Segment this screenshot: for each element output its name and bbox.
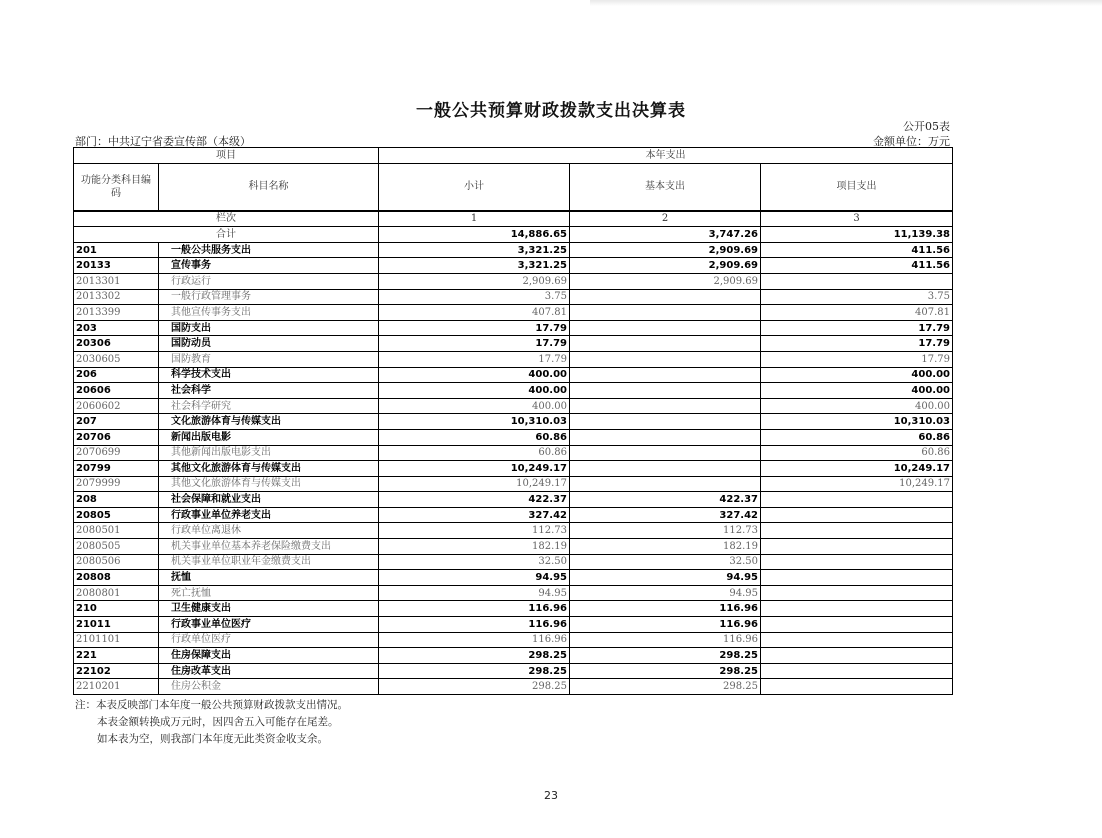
- row-basic: 2,909.69: [570, 242, 761, 258]
- note-3: 如本表为空，则我部门本年度无此类资金收支余。: [97, 733, 328, 745]
- row-code: 221: [74, 648, 159, 664]
- row-name: 一般行政管理事务: [159, 289, 379, 305]
- table-row: [74, 305, 953, 321]
- row-basic: 182.19: [570, 539, 761, 555]
- row-name: 其他新闻出版电影支出: [159, 445, 379, 461]
- table-row: [74, 414, 953, 430]
- row-basic: 116.96: [570, 617, 761, 633]
- col-index-3: 3: [761, 211, 953, 227]
- row-project: [761, 648, 953, 664]
- row-basic: [570, 429, 761, 445]
- row-code: 210: [74, 601, 159, 617]
- table-row: [74, 258, 953, 274]
- header-code: 功能分类科目编码: [74, 163, 159, 211]
- table-row: [74, 273, 953, 289]
- row-basic: 116.96: [570, 601, 761, 617]
- row-basic: [570, 476, 761, 492]
- row-subtotal: 116.96: [379, 601, 570, 617]
- table-row: [74, 398, 953, 414]
- total-label: 合计: [74, 227, 379, 243]
- row-subtotal: 116.96: [379, 632, 570, 648]
- col-index-2: 2: [570, 211, 761, 227]
- row-basic: [570, 398, 761, 414]
- row-project: 411.56: [761, 242, 953, 258]
- page-title: 一般公共预算财政拨款支出决算表: [416, 101, 686, 121]
- table-row: [74, 601, 953, 617]
- row-subtotal: 116.96: [379, 617, 570, 633]
- row-code: 2030605: [74, 351, 159, 367]
- page-number: 23: [544, 789, 558, 802]
- row-subtotal: 327.42: [379, 507, 570, 523]
- row-code: 201: [74, 242, 159, 258]
- row-project: [761, 492, 953, 508]
- table-row: [74, 445, 953, 461]
- row-project: [761, 523, 953, 539]
- header-col-index: 栏次: [74, 211, 379, 227]
- row-code: 2080801: [74, 585, 159, 601]
- row-subtotal: 32.50: [379, 554, 570, 570]
- row-project: 60.86: [761, 445, 953, 461]
- row-code: 2013302: [74, 289, 159, 305]
- row-subtotal: 3.75: [379, 289, 570, 305]
- total-row: [74, 227, 953, 243]
- row-project: 10,310.03: [761, 414, 953, 430]
- row-name: 机关事业单位职业年金缴费支出: [159, 554, 379, 570]
- amount-unit-label: 金额单位：万元: [873, 135, 950, 148]
- row-code: 2210201: [74, 679, 159, 695]
- row-subtotal: 400.00: [379, 367, 570, 383]
- row-code: 20799: [74, 461, 159, 477]
- row-name: 社会保障和就业支出: [159, 492, 379, 508]
- total-subtotal: 14,886.65: [379, 227, 570, 243]
- row-project: 400.00: [761, 367, 953, 383]
- table-row: [74, 507, 953, 523]
- row-subtotal: 112.73: [379, 523, 570, 539]
- row-subtotal: 3,321.25: [379, 258, 570, 274]
- row-basic: 94.95: [570, 585, 761, 601]
- row-code: 208: [74, 492, 159, 508]
- table-row: [74, 632, 953, 648]
- row-project: 407.81: [761, 305, 953, 321]
- row-name: 文化旅游体育与传媒支出: [159, 414, 379, 430]
- row-project: [761, 539, 953, 555]
- row-subtotal: 422.37: [379, 492, 570, 508]
- row-code: 22102: [74, 663, 159, 679]
- table-row: [74, 648, 953, 664]
- row-project: [761, 617, 953, 633]
- form-number: 公开05表: [903, 120, 950, 133]
- row-project: [761, 585, 953, 601]
- row-code: 2101101: [74, 632, 159, 648]
- row-subtotal: 10,310.03: [379, 414, 570, 430]
- row-name: 其他文化旅游体育与传媒支出: [159, 461, 379, 477]
- row-project: [761, 663, 953, 679]
- row-name: 抚恤: [159, 570, 379, 586]
- header-basic: 基本支出: [570, 163, 761, 211]
- row-name: 卫生健康支出: [159, 601, 379, 617]
- budget-table: [73, 147, 953, 695]
- row-subtotal: 298.25: [379, 663, 570, 679]
- row-code: 2060602: [74, 398, 159, 414]
- row-subtotal: 60.86: [379, 429, 570, 445]
- table-row: [74, 492, 953, 508]
- row-subtotal: 298.25: [379, 648, 570, 664]
- row-code: 207: [74, 414, 159, 430]
- row-basic: [570, 351, 761, 367]
- row-basic: [570, 320, 761, 336]
- row-subtotal: 10,249.17: [379, 461, 570, 477]
- table-row: [74, 429, 953, 445]
- header-name: 科目名称: [159, 163, 379, 211]
- row-name: 国防动员: [159, 336, 379, 352]
- row-basic: 94.95: [570, 570, 761, 586]
- row-basic: 32.50: [570, 554, 761, 570]
- row-name: 宣传事务: [159, 258, 379, 274]
- table-row: [74, 320, 953, 336]
- row-code: 20133: [74, 258, 159, 274]
- row-basic: 422.37: [570, 492, 761, 508]
- department-label: 部门：中共辽宁省委宣传部（本级）: [75, 135, 251, 148]
- row-basic: 298.25: [570, 648, 761, 664]
- row-project: [761, 601, 953, 617]
- row-basic: 116.96: [570, 632, 761, 648]
- row-code: 206: [74, 367, 159, 383]
- row-name: 机关事业单位基本养老保险缴费支出: [159, 539, 379, 555]
- row-basic: [570, 414, 761, 430]
- table-row: [74, 585, 953, 601]
- header-subtotal: 小计: [379, 163, 570, 211]
- note-1: 注：本表反映部门本年度一般公共预算财政拨款支出情况。: [75, 699, 348, 711]
- row-basic: [570, 289, 761, 305]
- row-name: 行政单位医疗: [159, 632, 379, 648]
- row-name: 国防教育: [159, 351, 379, 367]
- table-row: [74, 367, 953, 383]
- table-row: [74, 617, 953, 633]
- row-code: 2080506: [74, 554, 159, 570]
- row-code: 2013301: [74, 273, 159, 289]
- row-name: 其他文化旅游体育与传媒支出: [159, 476, 379, 492]
- row-basic: 327.42: [570, 507, 761, 523]
- table-row: [74, 523, 953, 539]
- row-project: [761, 554, 953, 570]
- row-project: 400.00: [761, 383, 953, 399]
- row-name: 行政单位离退休: [159, 523, 379, 539]
- row-name: 行政事业单位养老支出: [159, 507, 379, 523]
- row-basic: [570, 336, 761, 352]
- row-project: 10,249.17: [761, 476, 953, 492]
- row-basic: 2,909.69: [570, 273, 761, 289]
- row-subtotal: 3,321.25: [379, 242, 570, 258]
- header-item: 项目: [74, 148, 379, 164]
- row-subtotal: 17.79: [379, 336, 570, 352]
- table-row: [74, 663, 953, 679]
- table-row: [74, 351, 953, 367]
- row-subtotal: 182.19: [379, 539, 570, 555]
- row-basic: 2,909.69: [570, 258, 761, 274]
- row-name: 社会科学: [159, 383, 379, 399]
- row-project: [761, 570, 953, 586]
- row-name: 行政事业单位医疗: [159, 617, 379, 633]
- table-row: [74, 679, 953, 695]
- row-subtotal: 17.79: [379, 351, 570, 367]
- row-name: 国防支出: [159, 320, 379, 336]
- row-name: 新闻出版电影: [159, 429, 379, 445]
- table-row: [74, 383, 953, 399]
- row-project: 17.79: [761, 320, 953, 336]
- table-row: [74, 539, 953, 555]
- total-basic: 3,747.26: [570, 227, 761, 243]
- table-row: [74, 554, 953, 570]
- row-code: 21011: [74, 617, 159, 633]
- row-code: 20606: [74, 383, 159, 399]
- row-name: 科学技术支出: [159, 367, 379, 383]
- window-shadow-strip: [590, 0, 1102, 6]
- row-basic: 112.73: [570, 523, 761, 539]
- row-code: 20306: [74, 336, 159, 352]
- row-subtotal: 400.00: [379, 383, 570, 399]
- row-project: 400.00: [761, 398, 953, 414]
- row-basic: [570, 461, 761, 477]
- table-row: [74, 570, 953, 586]
- row-code: 2080501: [74, 523, 159, 539]
- note-2: 本表金额转换成万元时，因四舍五入可能存在尾差。: [97, 716, 339, 728]
- row-subtotal: 94.95: [379, 585, 570, 601]
- row-basic: [570, 445, 761, 461]
- row-project: 17.79: [761, 351, 953, 367]
- row-subtotal: 10,249.17: [379, 476, 570, 492]
- row-name: 死亡抚恤: [159, 585, 379, 601]
- row-code: 203: [74, 320, 159, 336]
- row-subtotal: 2,909.69: [379, 273, 570, 289]
- row-project: [761, 679, 953, 695]
- row-basic: [570, 367, 761, 383]
- row-name: 一般公共服务支出: [159, 242, 379, 258]
- row-code: 2070699: [74, 445, 159, 461]
- row-project: 17.79: [761, 336, 953, 352]
- header-current-year: 本年支出: [379, 148, 953, 164]
- row-code: 20706: [74, 429, 159, 445]
- row-name: 住房保障支出: [159, 648, 379, 664]
- row-project: [761, 632, 953, 648]
- row-project: 10,249.17: [761, 461, 953, 477]
- row-name: 社会科学研究: [159, 398, 379, 414]
- row-name: 住房改革支出: [159, 663, 379, 679]
- row-code: 2079999: [74, 476, 159, 492]
- row-basic: 298.25: [570, 663, 761, 679]
- row-project: 60.86: [761, 429, 953, 445]
- row-name: 住房公积金: [159, 679, 379, 695]
- row-code: 20808: [74, 570, 159, 586]
- table-row: [74, 336, 953, 352]
- row-subtotal: 407.81: [379, 305, 570, 321]
- col-index-1: 1: [379, 211, 570, 227]
- row-subtotal: 17.79: [379, 320, 570, 336]
- row-project: [761, 507, 953, 523]
- row-code: 2080505: [74, 539, 159, 555]
- table-row: [74, 289, 953, 305]
- row-subtotal: 94.95: [379, 570, 570, 586]
- row-code: 2013399: [74, 305, 159, 321]
- row-project: 411.56: [761, 258, 953, 274]
- total-project: 11,139.38: [761, 227, 953, 243]
- table-row: [74, 242, 953, 258]
- row-basic: [570, 305, 761, 321]
- row-code: 20805: [74, 507, 159, 523]
- row-subtotal: 298.25: [379, 679, 570, 695]
- row-subtotal: 60.86: [379, 445, 570, 461]
- row-subtotal: 400.00: [379, 398, 570, 414]
- row-project: [761, 273, 953, 289]
- table-row: [74, 461, 953, 477]
- footnotes: [75, 697, 348, 748]
- table-row: [74, 476, 953, 492]
- row-basic: [570, 383, 761, 399]
- row-name: 其他宣传事务支出: [159, 305, 379, 321]
- header-project: 项目支出: [761, 163, 953, 211]
- row-basic: 298.25: [570, 679, 761, 695]
- row-project: 3.75: [761, 289, 953, 305]
- row-name: 行政运行: [159, 273, 379, 289]
